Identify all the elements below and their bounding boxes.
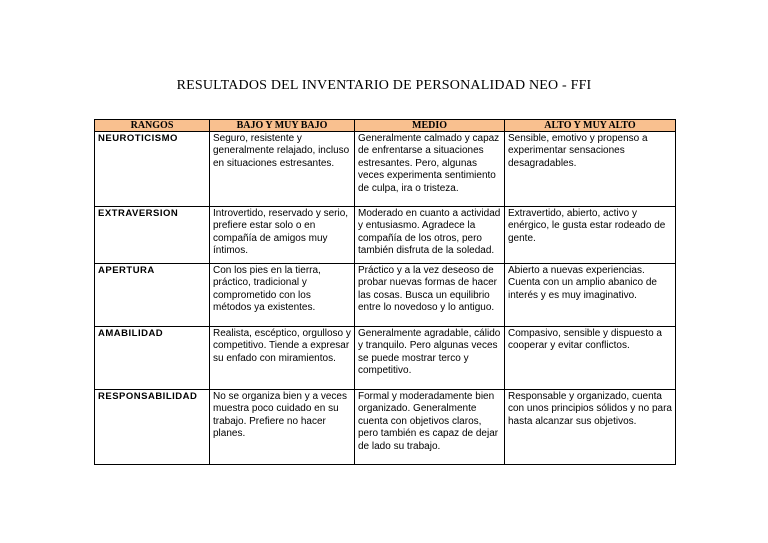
alto-cell: Compasivo, sensible y dispuesto a cooperar y evitar conflictos.	[505, 327, 676, 390]
rango-cell: AMABILIDAD	[95, 327, 210, 390]
column-header-bajo: BAJO Y MUY BAJO	[210, 120, 355, 132]
rango-cell: RESPONSABILIDAD	[95, 390, 210, 465]
column-header-rangos: RANGOS	[95, 120, 210, 132]
rango-cell: APERTURA	[95, 264, 210, 327]
bajo-cell: No se organiza bien y a veces muestra poco cuidado en su trabajo. Prefiere no hacer planes.	[210, 390, 355, 465]
column-header-alto: ALTO Y MUY ALTO	[505, 120, 676, 132]
table-row	[95, 264, 676, 327]
bajo-cell: Realista, escéptico, orgulloso y competitivo. Tiende a expresar su enfado con miramientos.	[210, 327, 355, 390]
alto-cell: Responsable y organizado, cuenta con unos principios sólidos y no para hasta alcanzar sus objetivos.	[505, 390, 676, 465]
bajo-cell: Seguro, resistente y generalmente relajado, incluso en situaciones estresantes.	[210, 132, 355, 207]
alto-cell: Extravertido, abierto, activo y enérgico, le gusta estar rodeado de gente.	[505, 207, 676, 264]
column-header-medio: MEDIO	[355, 120, 505, 132]
medio-cell: Formal y moderadamente bien organizado. Generalmente cuenta con objetivos claros, pero también es capaz de dejar de lado su trabajo.	[355, 390, 505, 465]
bajo-cell: Con los pies en la tierra, práctico, tradicional y comprometido con los métodos ya existentes.	[210, 264, 355, 327]
medio-cell: Práctico y a la vez deseoso de probar nuevas formas de hacer las cosas. Busca un equilibrio entre lo novedoso y lo antiguo.	[355, 264, 505, 327]
medio-cell: Generalmente calmado y capaz de enfrentarse a situaciones estresantes. Pero, algunas veces experimenta sentimiento de culpa, ira o tristeza.	[355, 132, 505, 207]
table-row	[95, 132, 676, 207]
rango-cell: NEUROTICISMO	[95, 132, 210, 207]
rango-cell: EXTRAVERSION	[95, 207, 210, 264]
table-row	[95, 327, 676, 390]
table-row	[95, 390, 676, 465]
table-header-row	[95, 120, 676, 132]
bajo-cell: Introvertido, reservado y serio, prefiere estar solo o en compañía de amigos muy íntimos.	[210, 207, 355, 264]
table-row	[95, 207, 676, 264]
page-title: RESULTADOS DEL INVENTARIO DE PERSONALIDAD NEO - FFI	[176, 78, 592, 93]
alto-cell: Sensible, emotivo y propenso a experimentar sensaciones desagradables.	[505, 132, 676, 207]
alto-cell: Abierto a nuevas experiencias. Cuenta con un amplio abanico de interés y es muy imaginativo.	[505, 264, 676, 327]
medio-cell: Generalmente agradable, cálido y tranquilo. Pero algunas veces se puede mostrar terco y competitivo.	[355, 327, 505, 390]
personality-results-table	[94, 119, 676, 465]
medio-cell: Moderado en cuanto a actividad y entusiasmo. Agradece la compañía de los otros, pero también disfruta de la soledad.	[355, 207, 505, 264]
